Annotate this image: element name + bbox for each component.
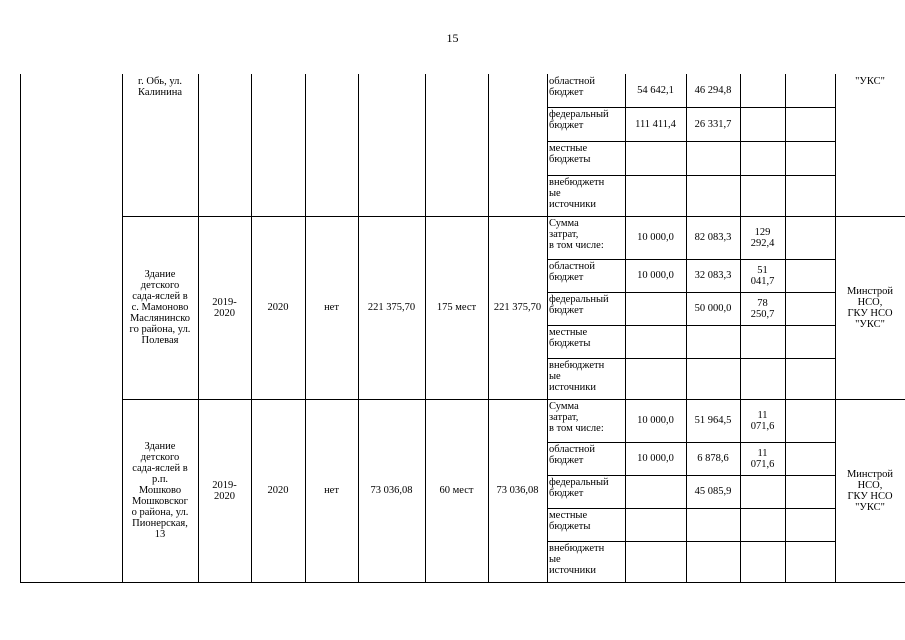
funding-value-2021-line: 129 xyxy=(754,226,771,238)
funding-source-label xyxy=(549,543,625,582)
funding-source-label-line: внебюджетн xyxy=(549,360,605,371)
funding-value-2021-line: 11 xyxy=(757,409,768,421)
object-name-line: с. Мамоново xyxy=(131,302,189,313)
funding-source-label xyxy=(549,477,625,508)
funding-source-label-line: ые xyxy=(549,371,561,382)
object-name-line: детского xyxy=(140,452,180,463)
object-name-line: сада-яслей в xyxy=(132,291,188,302)
funding-source-label-line: источники xyxy=(549,382,596,393)
funding-source-label xyxy=(549,261,625,292)
funding-source-label-line: Сумма xyxy=(549,401,579,412)
funding-value-2020 xyxy=(686,141,740,175)
object-name-line: 13 xyxy=(154,529,166,540)
funding-value-2019 xyxy=(625,74,686,107)
commissioning-year-text: 2020 xyxy=(267,302,289,313)
table-rule xyxy=(20,582,905,583)
capacity xyxy=(425,216,488,399)
funding-value-2021-line: 78 xyxy=(757,297,768,309)
object-name-line: Калинина xyxy=(138,87,182,98)
funding-source-label-line: затрат, xyxy=(549,412,579,423)
funding-value-2020-text: 6 878,6 xyxy=(697,453,729,464)
funding-value-2019 xyxy=(625,475,686,508)
funding-value-2019 xyxy=(625,399,686,442)
responsible-org-line: ГКУ НСО xyxy=(847,307,893,319)
funding-value-2021-line: 041,7 xyxy=(750,275,775,287)
funding-source-label-line: в том числе: xyxy=(549,423,604,434)
funding-value-2020 xyxy=(686,107,740,141)
object-name xyxy=(122,76,198,106)
funding-source-label-line: федеральный xyxy=(549,477,609,488)
funding-value-2020 xyxy=(686,259,740,292)
funding-value-2020 xyxy=(686,216,740,259)
funding-value-2020-text: 50 000,0 xyxy=(694,303,732,314)
responsible-org-line: Минстрой xyxy=(846,285,894,297)
responsible-org-line: НСО, xyxy=(857,296,883,308)
funding-source-label-line: бюджет xyxy=(549,120,584,131)
design-estimate-flag-text: нет xyxy=(324,302,339,313)
funding-value-2021-line: 51 xyxy=(757,264,768,276)
funding-value-2021 xyxy=(740,216,785,259)
funding-value-2019 xyxy=(625,141,686,175)
funding-source-label-line: внебюджетн xyxy=(549,177,605,188)
funding-value-2020 xyxy=(686,325,740,358)
remaining-cost xyxy=(488,399,547,582)
funding-source-label xyxy=(549,510,625,541)
funding-source-label-line: источники xyxy=(549,199,596,210)
object-name-line: Полевая xyxy=(141,335,179,346)
funding-source-label xyxy=(549,294,625,325)
funding-value-2019 xyxy=(625,175,686,216)
funding-value-2021 xyxy=(740,292,785,325)
design-estimate-flag xyxy=(305,216,358,399)
page-number: 15 xyxy=(446,31,459,45)
design-estimate-flag-text: нет xyxy=(324,485,339,496)
funding-source-label-line: бюджет xyxy=(549,455,584,466)
funding-source-label-line: бюджет xyxy=(549,488,584,499)
funding-source-label xyxy=(549,218,625,259)
object-name-line: Пионерская, xyxy=(132,518,188,529)
funding-value-2020 xyxy=(686,508,740,541)
commissioning-year-text: 2020 xyxy=(267,485,289,496)
design-estimate-flag xyxy=(305,399,358,582)
funding-value-2019-text: 111 411,4 xyxy=(635,118,676,130)
funding-source-label-line: затрат, xyxy=(549,229,579,240)
funding-value-2020 xyxy=(686,175,740,216)
funding-value-2019 xyxy=(625,508,686,541)
funding-source-label-line: федеральный xyxy=(549,294,609,305)
funding-value-2019-text: 10 000,0 xyxy=(637,232,674,243)
funding-source-label-line: бюджеты xyxy=(549,338,591,349)
funding-source-label xyxy=(549,401,625,442)
funding-value-2019-text: 10 000,0 xyxy=(637,415,674,426)
funding-source-label-line: местные xyxy=(549,327,588,338)
funding-value-2021-line: 071,6 xyxy=(750,458,775,470)
funding-source-label-line: областной xyxy=(549,76,595,87)
funding-value-2019 xyxy=(625,216,686,259)
construction-period xyxy=(198,399,251,582)
funding-source-label-line: Сумма xyxy=(549,218,579,229)
funding-value-2020-text: 46 294,8 xyxy=(694,85,732,96)
funding-value-2020 xyxy=(686,358,740,399)
responsible-org-line: "УКС" xyxy=(855,501,885,513)
estimated-cost xyxy=(358,399,425,582)
funding-source-label-line: бюджет xyxy=(549,272,584,283)
capacity xyxy=(425,399,488,582)
responsible-org-line: Минстрой xyxy=(846,468,894,480)
responsible-org-line: НСО, xyxy=(857,479,883,491)
funding-source-label-line: областной xyxy=(549,444,595,455)
funding-value-2019 xyxy=(625,259,686,292)
remaining-cost xyxy=(488,216,547,399)
table-rule xyxy=(785,74,786,582)
funding-source-label-line: ые xyxy=(549,188,561,199)
funding-value-2019 xyxy=(625,325,686,358)
object-name-line: Мошковског xyxy=(132,496,188,507)
object-name-line: Здание xyxy=(144,269,176,280)
funding-source-label-line: ые xyxy=(549,554,561,565)
funding-source-label-line: внебюджетн xyxy=(549,543,605,554)
funding-source-label xyxy=(549,76,625,107)
construction-period-line: 2019- xyxy=(212,296,237,308)
funding-source-label-line: федеральный xyxy=(549,109,609,120)
funding-source-label-line: бюджеты xyxy=(549,521,591,532)
object-name-line: Здание xyxy=(144,441,176,452)
funding-source-label-line: бюджеты xyxy=(549,154,591,165)
construction-period-line: 2020 xyxy=(214,307,235,319)
funding-value-2020 xyxy=(686,292,740,325)
responsible-org-line: "УКС" xyxy=(855,318,885,330)
object-name-line: сада-яслей в xyxy=(132,463,188,474)
responsible-org xyxy=(835,76,905,90)
funding-value-2021 xyxy=(740,399,785,442)
funding-source-label xyxy=(549,444,625,475)
remaining-cost-text: 221 375,70 xyxy=(493,302,542,313)
funding-source-label-line: бюджет xyxy=(549,305,584,316)
table-rule xyxy=(547,74,548,582)
construction-period-line: 2019- xyxy=(212,479,237,491)
funding-source-label xyxy=(549,177,625,216)
funding-source-label xyxy=(549,109,625,141)
funding-source-label-line: источники xyxy=(549,565,596,576)
responsible-org-line: ГКУ НСО xyxy=(847,490,893,502)
responsible-org xyxy=(835,216,905,399)
funding-value-2019 xyxy=(625,442,686,475)
object-name-line: р.п. xyxy=(151,474,169,485)
remaining-cost-text: 73 036,08 xyxy=(496,485,539,496)
funding-value-2019 xyxy=(625,107,686,141)
funding-value-2019-text: 10 000,0 xyxy=(637,453,674,464)
object-name xyxy=(122,399,198,582)
object-name-line: го района, ул. xyxy=(129,324,191,335)
funding-source-label xyxy=(549,360,625,399)
funding-value-2021 xyxy=(740,259,785,292)
funding-value-2020 xyxy=(686,74,740,107)
object-name-line: г. Обь, ул. xyxy=(138,76,182,87)
commissioning-year xyxy=(251,399,305,582)
funding-value-2020 xyxy=(686,399,740,442)
funding-source-label-line: областной xyxy=(549,261,595,272)
funding-value-2019-text: 54 642,1 xyxy=(637,85,674,96)
funding-source-label-line: местные xyxy=(549,143,588,154)
funding-value-2021-line: 11 xyxy=(757,447,768,459)
funding-value-2019 xyxy=(625,292,686,325)
table-rule xyxy=(20,74,21,582)
funding-source-label xyxy=(549,143,625,175)
capacity-text: 60 мест xyxy=(439,485,474,496)
funding-value-2019 xyxy=(625,541,686,582)
estimated-cost-text: 221 375,70 xyxy=(367,302,416,313)
funding-source-label-line: местные xyxy=(549,510,588,521)
funding-source-label-line: бюджет xyxy=(549,87,584,98)
funding-value-2020 xyxy=(686,475,740,508)
funding-value-2019-text: 10 000,0 xyxy=(637,270,674,281)
funding-value-2020 xyxy=(686,442,740,475)
funding-value-2020-text: 51 964,5 xyxy=(694,415,732,426)
funding-value-2021 xyxy=(740,442,785,475)
object-name-line: о района, ул. xyxy=(131,507,189,518)
responsible-org-line: "УКС" xyxy=(855,76,885,87)
funding-value-2020-text: 82 083,3 xyxy=(694,232,732,243)
funding-value-2021-line: 071,6 xyxy=(750,420,775,432)
construction-period-line: 2020 xyxy=(214,490,235,502)
object-name-line: Маслянинско xyxy=(129,313,191,324)
funding-value-2019 xyxy=(625,358,686,399)
funding-value-2020-text: 32 083,3 xyxy=(694,270,732,281)
funding-value-2020-text: 45 085,9 xyxy=(694,486,732,497)
funding-value-2021-line: 250,7 xyxy=(750,308,775,320)
commissioning-year xyxy=(251,216,305,399)
funding-source-label xyxy=(549,327,625,358)
object-name-line: детского xyxy=(140,280,180,291)
funding-value-2020 xyxy=(686,541,740,582)
funding-source-label-line: в том числе: xyxy=(549,240,604,251)
funding-value-2020-text: 26 331,7 xyxy=(694,118,732,130)
table-rule xyxy=(740,74,741,582)
estimated-cost xyxy=(358,216,425,399)
responsible-org xyxy=(835,399,905,582)
object-name xyxy=(122,216,198,399)
construction-period xyxy=(198,216,251,399)
funding-value-2021-line: 292,4 xyxy=(750,237,775,249)
object-name-line: Мошково xyxy=(138,485,182,496)
estimated-cost-text: 73 036,08 xyxy=(370,485,413,496)
capacity-text: 175 мест xyxy=(436,302,477,313)
